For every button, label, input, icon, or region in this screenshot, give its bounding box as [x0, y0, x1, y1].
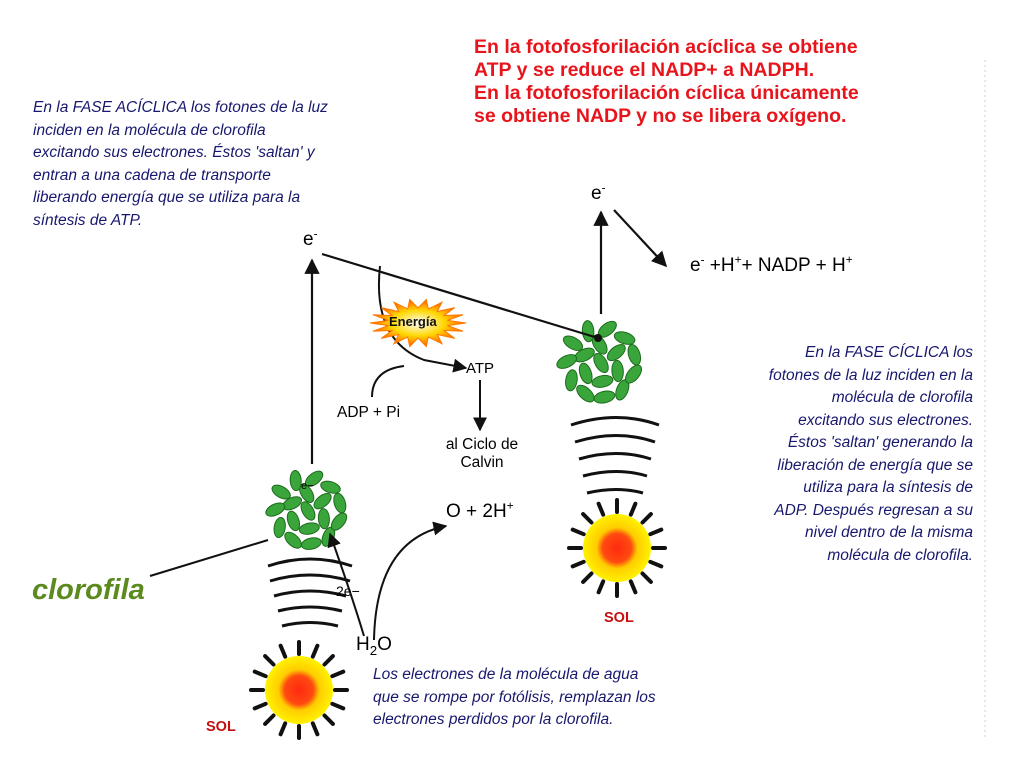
transport-chain-line [322, 254, 598, 338]
chlorophyll-electron-label: e− [301, 480, 314, 492]
acyclic-line: liberando energía que se utiliza para la [33, 189, 301, 206]
sun-label-right: SOL [604, 610, 634, 626]
energy-label: Energía [389, 314, 437, 329]
right-light-waves [571, 418, 659, 494]
acyclic-phase-description [33, 97, 328, 232]
sun-ray [325, 716, 333, 724]
left-sun [251, 642, 347, 738]
electron-label-left [303, 229, 318, 251]
cyclic-line: fotones de la luz inciden en la [768, 366, 973, 384]
adp-pi-label: ADP + Pi [337, 404, 401, 421]
summary-line: ATP y se reduce el NADP+ a NADPH. [474, 59, 815, 81]
cyclic-line: nivel dentro de la misma [805, 524, 973, 541]
electron-letter: e [591, 183, 602, 204]
nadp-electron-charge: - [700, 253, 705, 267]
right-chlorophyll [555, 318, 645, 405]
acyclic-line: inciden en la molécula de clorofila [33, 121, 266, 139]
clorofila-label: clorofila [32, 574, 145, 606]
sun-ray [650, 562, 661, 567]
chlorophyll-granule [300, 536, 322, 551]
sun-ray [631, 581, 636, 592]
water-formula [356, 634, 392, 658]
nadp-electron: e [690, 255, 701, 276]
sun-ray [643, 514, 651, 522]
water-line: electrones perdidos por la clorofila. [373, 711, 614, 728]
oxygen-charge: + [506, 499, 514, 513]
sun-ray [643, 574, 651, 582]
oxygen-label [446, 501, 514, 523]
sun-ray [255, 672, 266, 677]
sun-ray [255, 704, 266, 709]
water-photolysis-description [373, 664, 656, 732]
atp-label: ATP [466, 360, 495, 377]
water-subscript: 2 [369, 642, 378, 658]
nadp-proton: +H [704, 255, 735, 276]
electron-label-right [591, 183, 606, 205]
sun-ray [583, 514, 591, 522]
clorofila-pointer [150, 540, 268, 576]
sun-ray [573, 562, 584, 567]
cyclic-line: excitando sus electrones. [798, 411, 973, 429]
cyclic-line: molécula de clorofila. [827, 546, 973, 564]
nadp-arrow [614, 210, 666, 266]
electron-charge: - [601, 181, 606, 195]
oxygen-text: O + 2H [446, 501, 507, 522]
chlorophyll-granule [555, 352, 579, 371]
chlorophyll-granule [626, 343, 643, 367]
cyclic-line: En la FASE CÍCLICA los [805, 344, 973, 361]
sun-ray [281, 723, 286, 734]
cyclic-line: utiliza para la síntesis de [803, 479, 973, 496]
chlorophyll-granule [593, 389, 616, 405]
nadp-proton-charge: + [734, 253, 742, 267]
acyclic-line: excitando sus electrones. Éstos 'saltan' y [33, 144, 315, 161]
sun-ray [599, 504, 604, 515]
chlorophyll-granule [582, 320, 595, 342]
adp-arrow [372, 366, 404, 397]
sun-ray [313, 723, 318, 734]
chlorophyll-granule [591, 374, 614, 389]
cyclic-line: molécula de clorofila [831, 389, 973, 406]
water-h: H [356, 634, 370, 655]
nadp-reaction [690, 255, 853, 277]
water-o: O [377, 634, 392, 655]
nadp-rest: + NADP + H [741, 255, 846, 276]
acyclic-line: entran a una cadena de transporte [33, 166, 271, 184]
sun-ray [265, 716, 273, 724]
sun-ray [631, 504, 636, 515]
summary-note [474, 36, 994, 128]
right-sun [569, 500, 665, 596]
cyclic-phase-description [690, 342, 973, 567]
acyclic-line: síntesis de ATP. [33, 211, 143, 229]
sun-ray [332, 672, 343, 677]
electron-letter: e [303, 229, 314, 250]
summary-line: En la fotofosforilación cíclica únicamente [474, 82, 859, 104]
chlorophyll-granule [332, 492, 348, 515]
summary-line: En la fotofosforilación acíclica se obtiene [474, 36, 858, 58]
chlorophyll-granule [298, 521, 320, 536]
cyclic-line: ADP. Después regresan a su [774, 501, 973, 519]
sun-ray [573, 530, 584, 535]
two-electrons-label: 2e− [336, 583, 360, 599]
chain-end-dot [594, 334, 602, 342]
sun-ray [313, 646, 318, 657]
sun-ray [332, 704, 343, 709]
sun-label-left: SOL [206, 719, 236, 735]
electron-charge: - [313, 227, 318, 241]
calvin-line-2: Calvin [460, 454, 504, 471]
sun-ray [583, 574, 591, 582]
cyclic-line: Éstos 'saltan' generando la [787, 434, 973, 451]
water-line: Los electrones de la molécula de agua [373, 666, 639, 683]
sun-ray [325, 656, 333, 664]
nadp-proton2-charge: + [845, 253, 853, 267]
oxygen-arrow [374, 526, 446, 640]
sun-ray [650, 530, 661, 535]
cyclic-line: liberación de energía que se [777, 456, 973, 474]
sun-ray [599, 581, 604, 592]
sun-ray [265, 656, 273, 664]
calvin-label [428, 436, 536, 472]
acyclic-line: En la FASE ACÍCLICA los fotones de la luz [33, 99, 328, 116]
water-line: que se rompe por fotólisis, remplazan los [373, 688, 656, 706]
sun-ray [281, 646, 286, 657]
summary-line: se obtiene NADP y no se libera oxígeno. [474, 105, 847, 127]
calvin-line-1: al Ciclo de [445, 436, 519, 453]
